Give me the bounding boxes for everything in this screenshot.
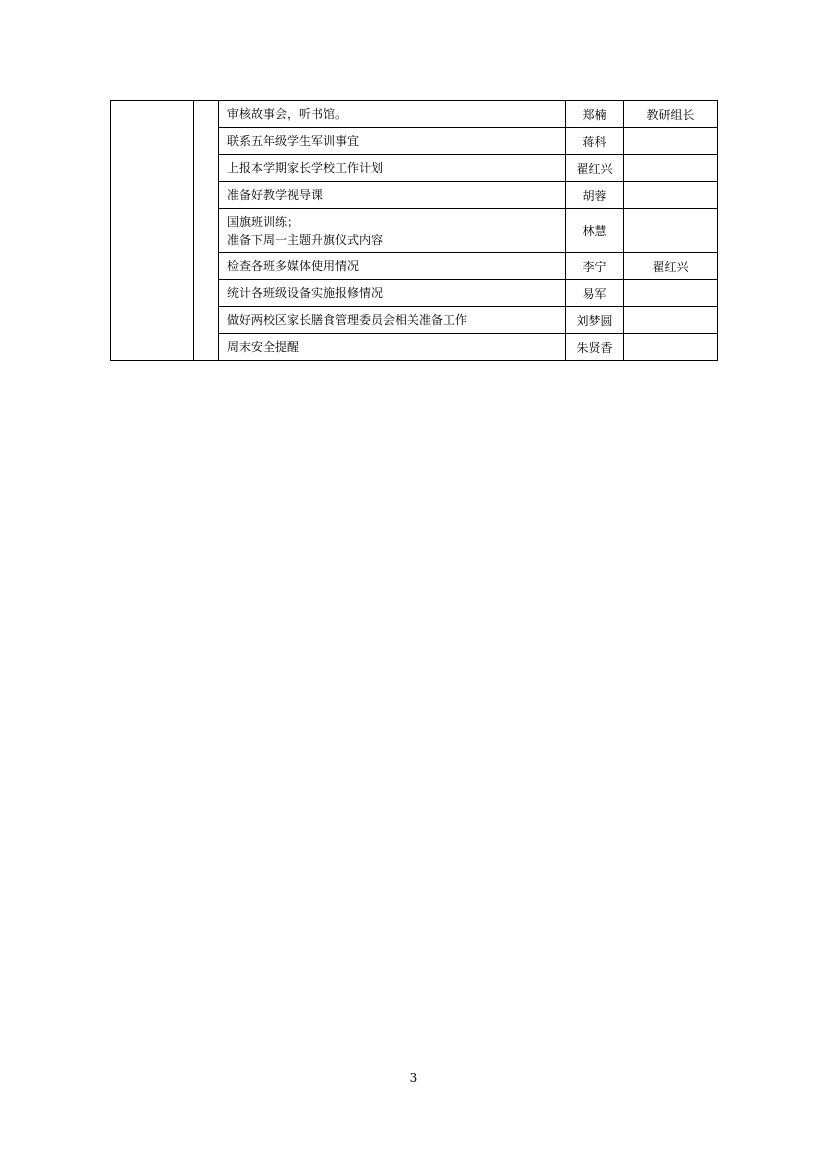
- person-cell: 郑楠: [566, 101, 624, 128]
- supervisor-cell: [624, 280, 718, 307]
- task-line: 准备下周一主题升旗仪式内容: [227, 232, 384, 247]
- supervisor-cell: [624, 209, 718, 253]
- person-cell: 李宁: [566, 253, 624, 280]
- supervisor-cell: [624, 334, 718, 361]
- supervisor-cell: 翟红兴: [624, 253, 718, 280]
- supervisor-cell: [624, 128, 718, 155]
- supervisor-cell: [624, 155, 718, 182]
- page-number: 3: [409, 1071, 418, 1085]
- person-cell: 林慧: [566, 209, 624, 253]
- merged-category-cell: [111, 101, 194, 361]
- task-line: 国旗班训练；: [227, 214, 300, 229]
- task-cell: 联系五年级学生军训事宜: [219, 128, 566, 155]
- task-cell: 准备好教学视导课: [219, 182, 566, 209]
- person-cell: 刘梦圆: [566, 307, 624, 334]
- task-cell: 周末安全提醒: [219, 334, 566, 361]
- person-cell: 易军: [566, 280, 624, 307]
- supervisor-cell: 教研组长: [624, 101, 718, 128]
- person-cell: 翟红兴: [566, 155, 624, 182]
- task-cell: 审核故事会，听书馆。: [219, 101, 566, 128]
- task-cell: 统计各班级设备实施报修情况: [219, 280, 566, 307]
- person-cell: 胡蓉: [566, 182, 624, 209]
- table-row: [111, 101, 718, 128]
- supervisor-cell: [624, 307, 718, 334]
- work-schedule-table: [110, 100, 718, 361]
- person-cell: 朱贤香: [566, 334, 624, 361]
- person-cell: 蒋科: [566, 128, 624, 155]
- merged-date-cell: [194, 101, 219, 361]
- task-cell: 上报本学期家长学校工作计划: [219, 155, 566, 182]
- task-cell: [219, 209, 566, 253]
- task-cell: 做好两校区家长膳食管理委员会相关准备工作: [219, 307, 566, 334]
- task-cell: 检查各班多媒体使用情况: [219, 253, 566, 280]
- supervisor-cell: [624, 182, 718, 209]
